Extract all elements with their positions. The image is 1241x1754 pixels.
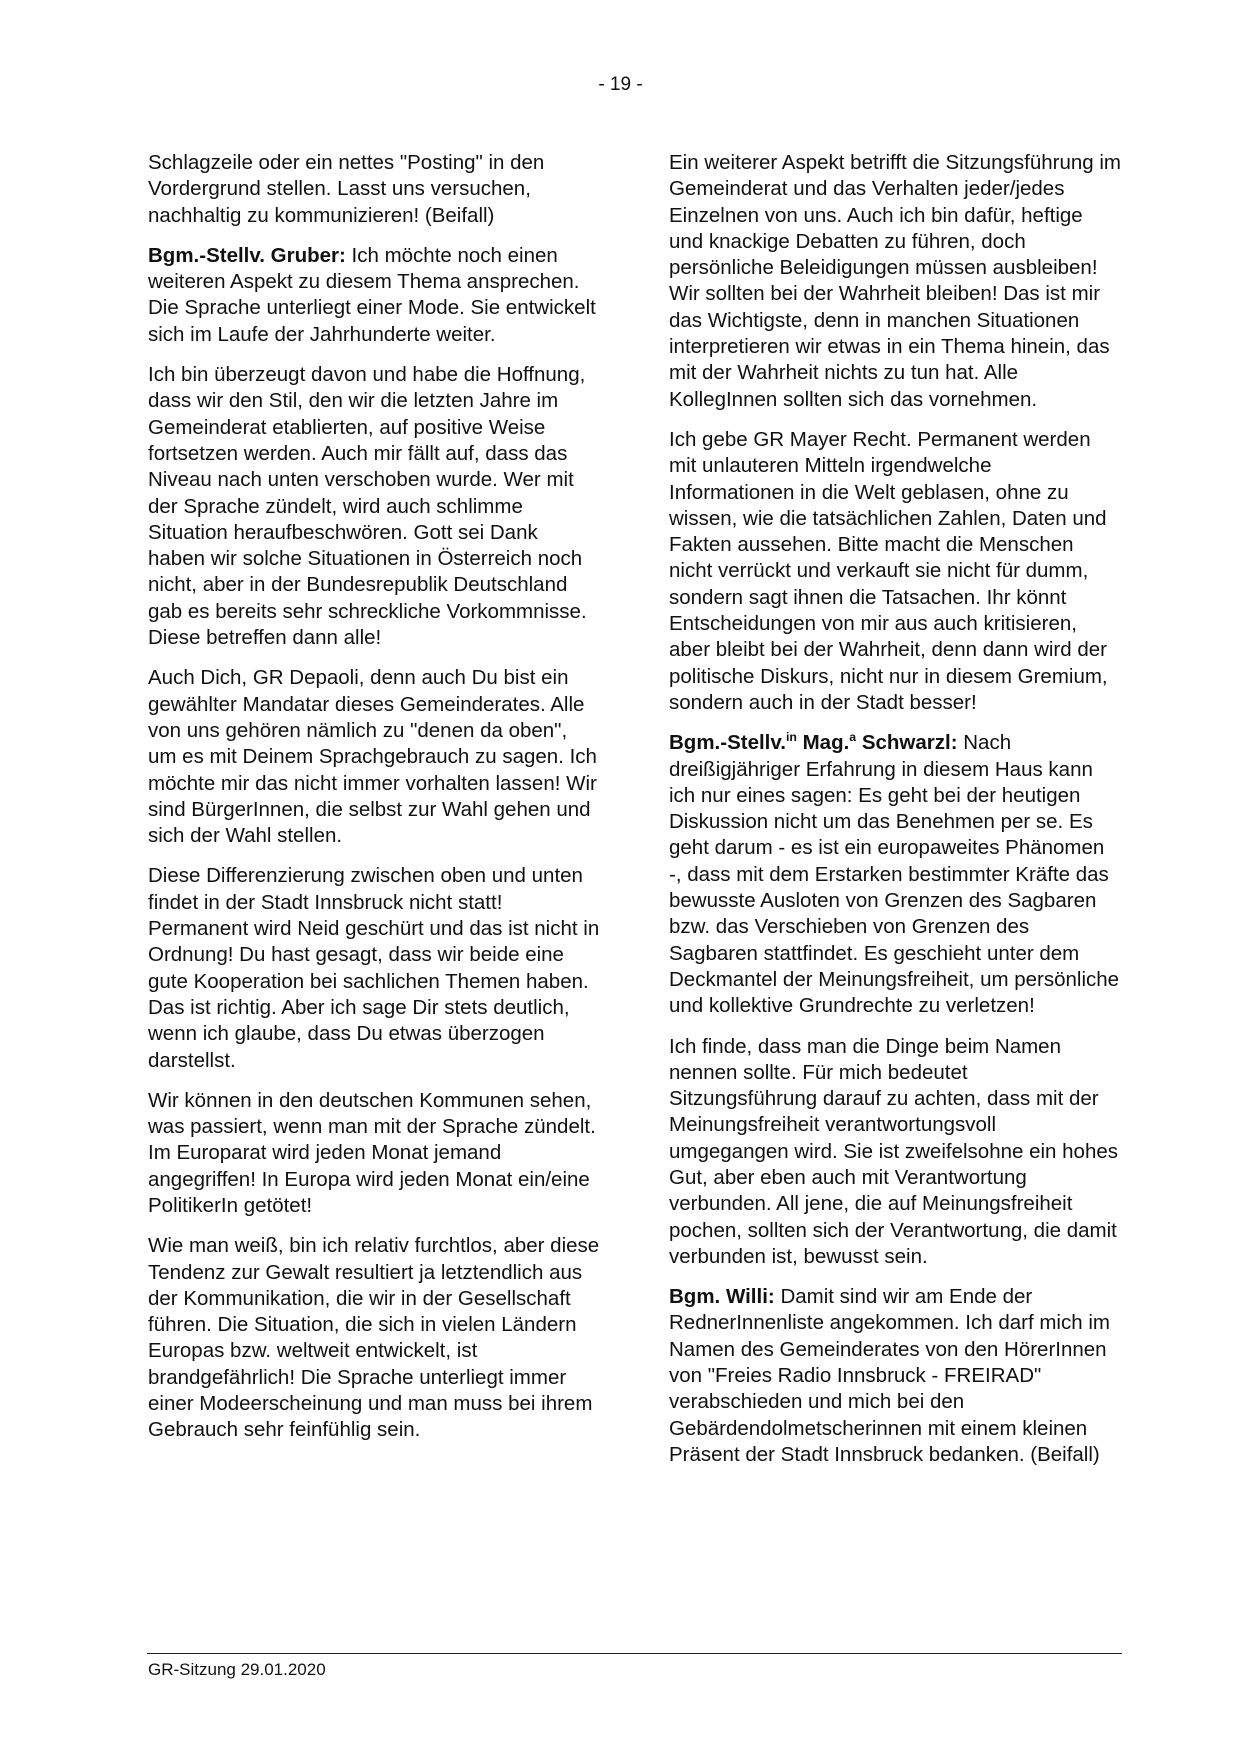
speaker-surname: Schwarzl:: [856, 731, 958, 755]
speaker-degree-superscript: a: [849, 730, 857, 745]
paragraph: [669, 730, 1121, 1019]
paragraph-text: Ich finde, dass man die Dinge beim Namen nennen sollte. Für mich bedeutet Sitzungsführung darauf zu achten, dass mit der Meinungsfreiheit verantwortungsvoll umgegangen wird. Sie ist zweifelsohne ein hohes Gut, aber eben auch mit Verantwortung verbunden. All jene, die auf Meinungsfreiheit pochen, sollten sich der Verantwortung, die damit verbunden ist, bewusst sein.: [669, 1034, 1118, 1268]
speaker-name: [669, 731, 958, 754]
paragraph-text: Ich bin überzeugt davon und habe die Hoffnung, dass wir den Stil, den wir die letzten Jahre im Gemeinderat etablierten, auf positive Weise fortsetzen werden. Auch mir fällt auf, dass das Niveau nach unten verschoben wurde. Wer mit der Sprache zündelt, wird auch schlimme Situation heraufbeschwören. Gott sei Dank haben wir solche Situationen in Österreich noch nicht, aber in der Bundesrepublik Deutschland gab es bereits sehr schreckliche Vorkommnisse. Diese betreffen dann alle!: [148, 363, 587, 650]
paragraph: [148, 150, 600, 229]
paragraph-text: Diese Differenzierung zwischen oben und unten findet in der Stadt Innsbruck nicht statt! Permanent wird Neid geschürt und das ist nicht in Ordnung! Du hast gesagt, dass wir beide eine gute Kooperation bei sachlichen Themen haben. Das ist richtig. Aber ich sage Dir stets deutlich, wenn ich glaube, dass Du etwas überzogen darstellst.: [148, 864, 600, 1072]
paragraph: [669, 1284, 1121, 1468]
footer-session-date: GR-Sitzung 29.01.2020: [148, 1660, 326, 1679]
paragraph: [148, 243, 600, 348]
paragraph-text: Ich gebe GR Mayer Recht. Permanent werden mit unlauteren Mitteln irgendwelche Informationen in die Welt geblasen, ohne zu wissen, wie die tatsächlichen Zahlen, Daten und Fakten aussehen. Bitte macht die Menschen nicht verrückt und verkauft sie nicht für dumm, sondern sagt ihnen die Tatsachen. Ihr könnt Entscheidungen von mir aus auch kritisieren, aber bleibt bei der Wahrheit, denn dann wird der politische Diskurs, nicht nur in diesem Gremium, sondern auch in der Stadt besser!: [669, 427, 1108, 714]
speaker-name: Bgm. Willi:: [669, 1285, 775, 1309]
speaker-name: Bgm.-Stellv. Gruber:: [148, 243, 346, 267]
speaker-degree: Mag.: [796, 731, 850, 755]
paragraph-text: Ich möchte noch einen weiteren Aspekt zu diesem Thema ansprechen. Die Sprache unterliegt einer Mode. Sie entwickelt sich im Laufe der Jahrhunderte weiter.: [148, 243, 596, 346]
paragraph-text: Schlagzeile oder ein nettes "Posting" in den Vordergrund stellen. Lasst uns versuchen, nachhaltig zu kommunizieren! (Beifall): [148, 151, 545, 227]
paragraph: [669, 427, 1121, 716]
paragraph-text: Ein weiterer Aspekt betrifft die Sitzungsführung im Gemeinderat und das Verhalten jeder/jedes Einzelnen von uns. Auch ich bin dafür, heftige und knackige Debatten zu führen, doch persönliche Beleidigungen müssen ausbleiben! Wir sollten bei der Wahrheit bleiben! Das ist mir das Wichtigste, denn in manchen Situationen interpretieren wir etwas in ein Thema hinein, das mit der Wahrheit nichts zu tun hat. Alle KollegInnen sollten sich das vornehmen.: [669, 151, 1121, 411]
paragraph: [148, 1233, 600, 1443]
paragraph: [148, 863, 600, 1073]
paragraph-text: Auch Dich, GR Depaoli, denn auch Du bist ein gewählter Mandatar dieses Gemeinderates. Alle von uns gehören nämlich zu "denen da oben", um es mit Deinem Sprachgebrauch zu sagen. Ich möchte mir das nicht immer vorhalten lassen! Wir sind BürgerInnen, die selbst zur Wahl gehen und sich der Wahl stellen.: [148, 666, 597, 848]
footer-divider: [147, 1653, 1122, 1654]
paragraph: [669, 1034, 1121, 1271]
paragraph: [148, 665, 600, 849]
paragraph: [148, 362, 600, 651]
paragraph-text: Nach dreißigjähriger Erfahrung in diesem Haus kann ich nur eines sagen: Es geht bei der heutigen Diskussion nicht um das Benehmen per se. Es geht darum - es ist ein europaweites Phänomen -, dass mit dem Erstarken bestimmter Kräfte das bewusste Ausloten von Grenzen des Sagbaren bzw. das Verschieben von Grenzen des Sagbaren stattfindet. Es geschieht unter dem Deckmantel der Meinungsfreiheit, um persönliche und kollektive Grundrechte zu verletzen!: [669, 731, 1120, 1018]
speaker-title: Bgm.-Stellv.: [669, 731, 786, 755]
left-column: [148, 150, 600, 1458]
page-number: - 19 -: [598, 74, 643, 95]
right-column: [669, 150, 1121, 1482]
paragraph-text: Damit sind wir am Ende der RednerInnenliste angekommen. Ich darf mich im Namen des Gemeinderates von den HörerInnen von "Freies Radio Innsbruck - FREIRAD" verabschieden und mich bei den Gebärdendolmetscherinnen mit einem kleinen Präsent der Stadt Innsbruck bedanken. (Beifall): [669, 1285, 1110, 1466]
paragraph-text: Wie man weiß, bin ich relativ furchtlos, aber diese Tendenz zur Gewalt resultiert ja letztendlich aus der Kommunikation, die wir in der Gesellschaft führen. Die Situation, die sich in vielen Ländern Europas bzw. weltweit entwickelt, ist brandgefährlich! Die Sprache unterliegt immer einer Modeerscheinung und man muss bei ihrem Gebrauch sehr feinfühlig sein.: [148, 1234, 600, 1442]
paragraph-text: Wir können in den deutschen Kommunen sehen, was passiert, wenn man mit der Sprache zündelt. Im Europarat wird jeden Monat jemand angegriffen! In Europa wird jeden Monat ein/eine PolitikerIn getötet!: [148, 1088, 596, 1217]
speaker-title-superscript: in: [785, 730, 797, 745]
paragraph: [148, 1088, 600, 1219]
paragraph: [669, 150, 1121, 413]
